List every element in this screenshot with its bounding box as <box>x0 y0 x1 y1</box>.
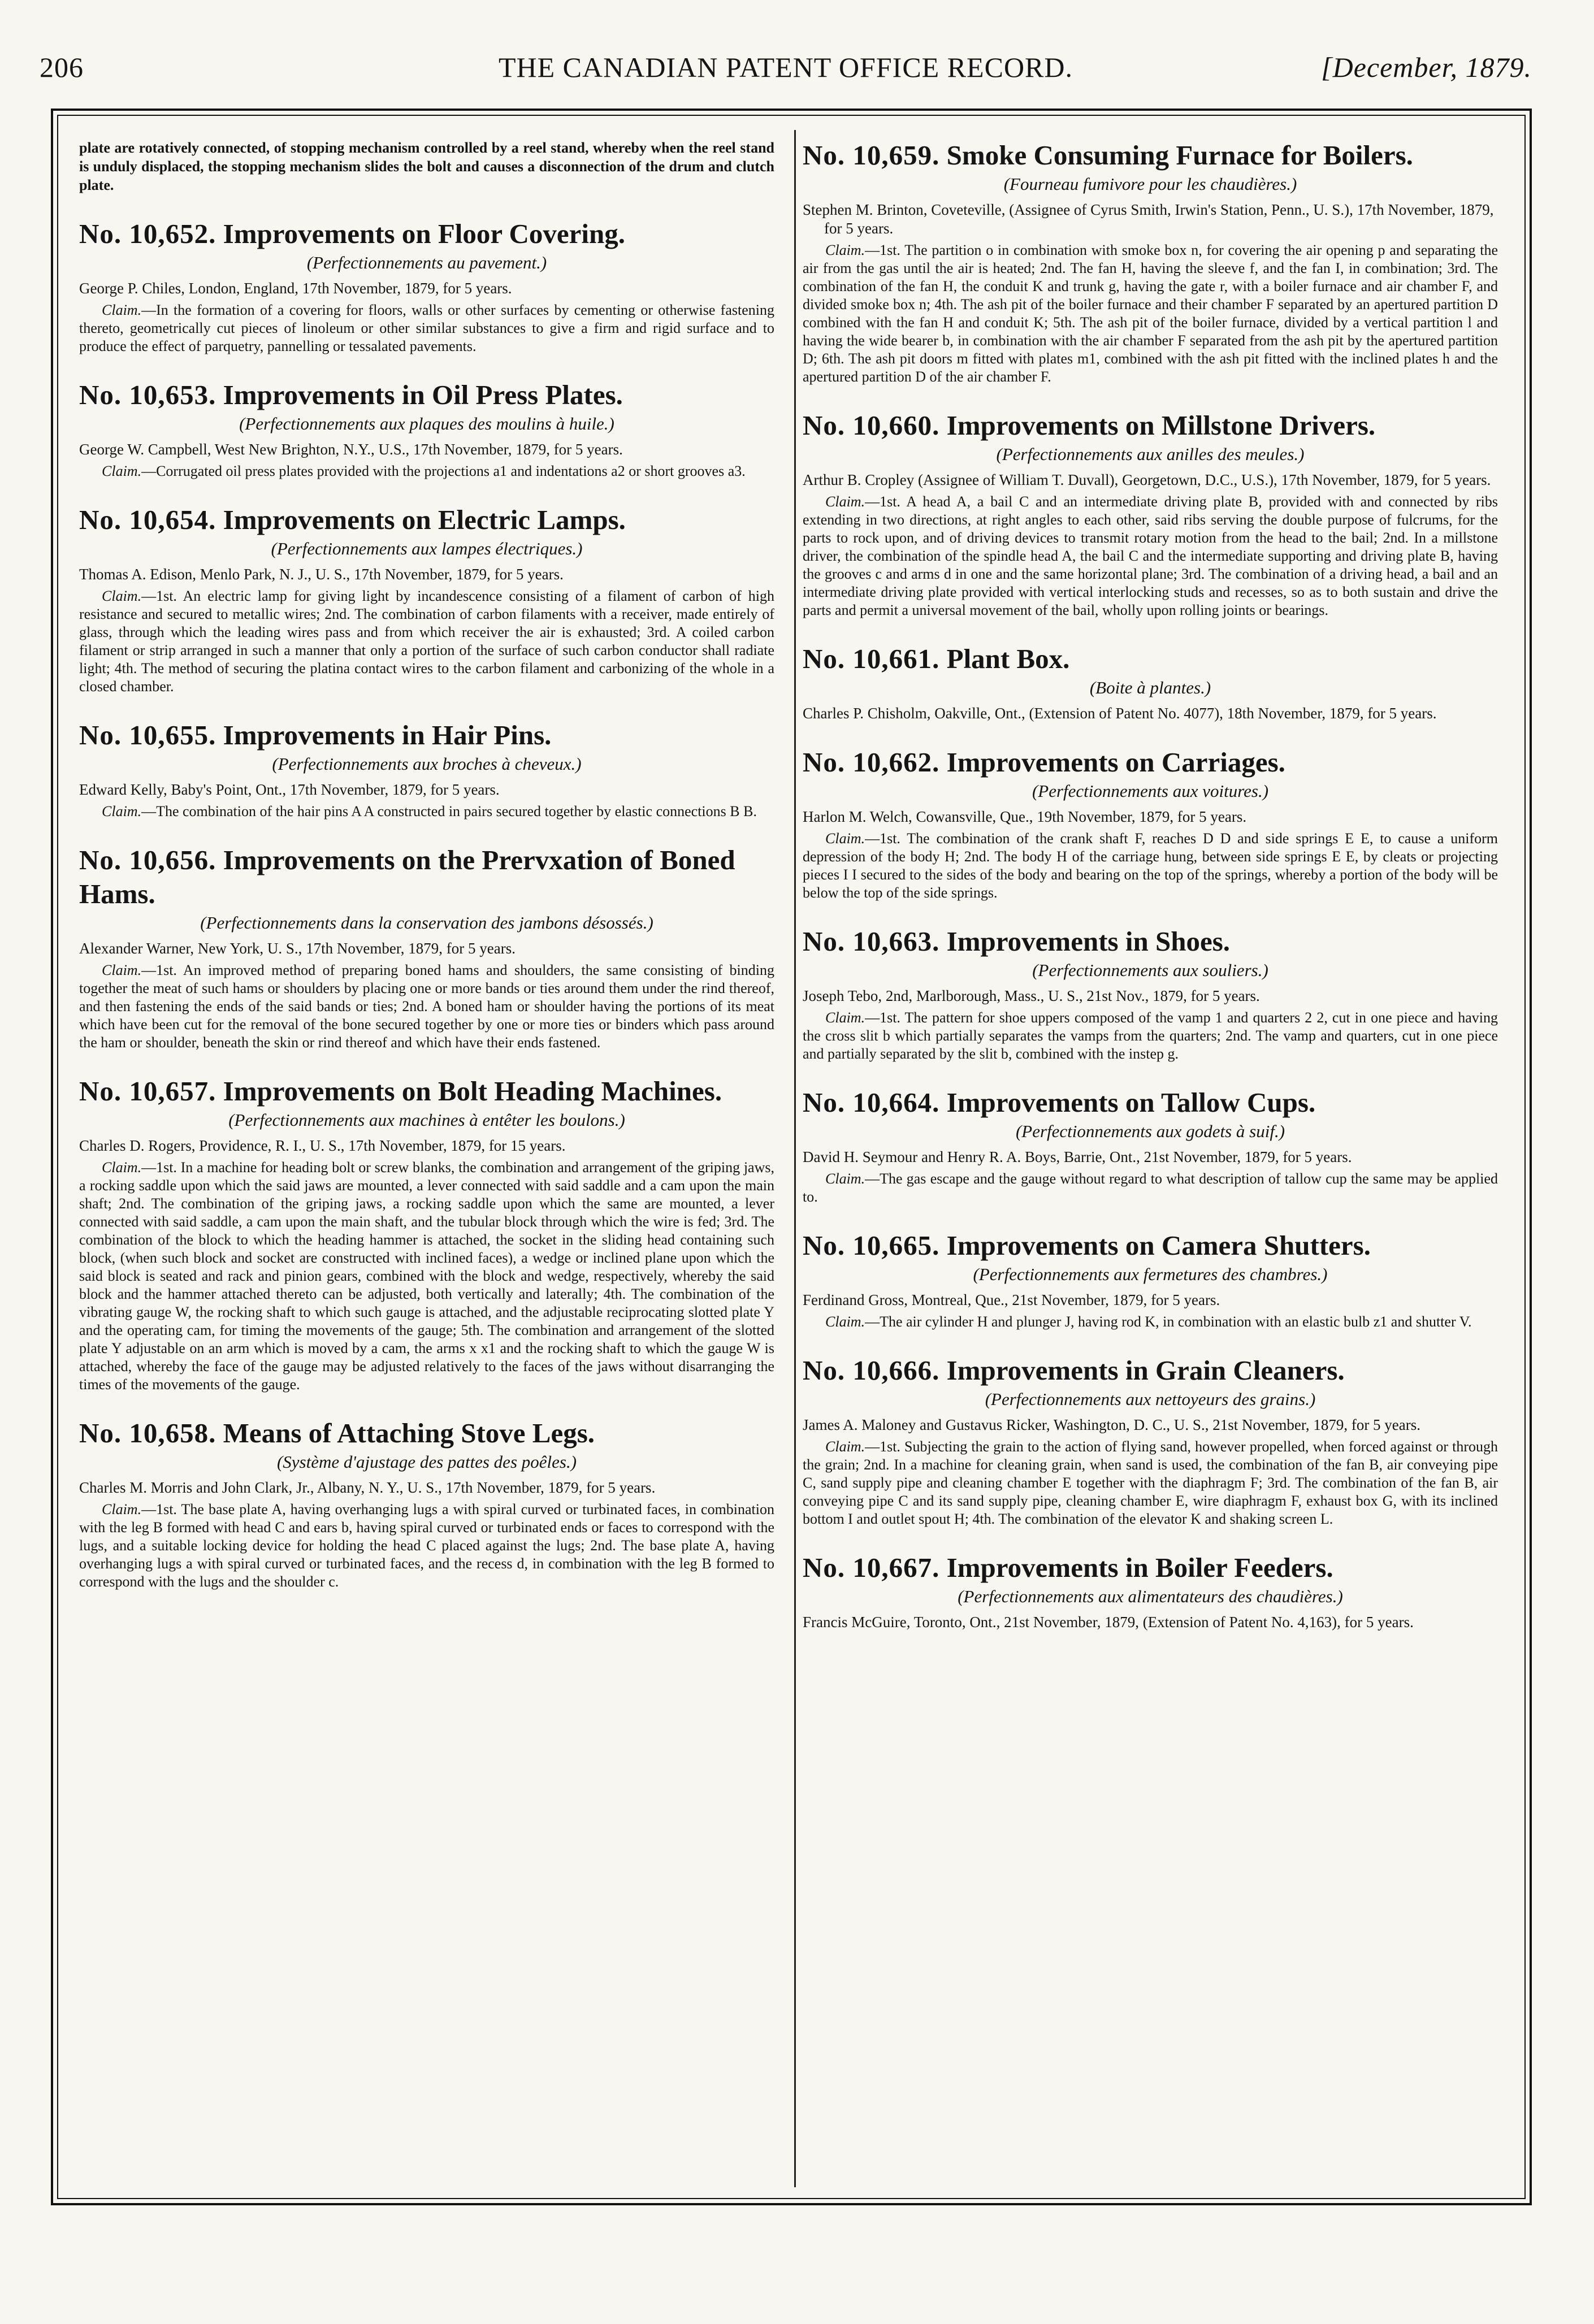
patent-number: No. 10,652. <box>79 218 216 249</box>
claim-text: Claim.—1st. In a machine for heading bolt or screw blanks, the combination and arrangement of the griping jaws, a rocking saddle upon which the said jaws are mounted, a lever connected with said saddle and a cam upon the main shaft; 2nd. The combination of the griping jaws, a rocking saddle upon which the same are mounted, a lever connected with said saddle, a cam upon the main shaft, and the tubular block through which the wire is fed; 3rd. The combination of the block to which the heading hammer is attached, the socket in the sliding head containing such block, (when such block and socket are constructed with inclined faces), a wedge or inclined plane upon which the said block is seated and rack and pinion gears, combined with the block and wedge, respectively, whereby the said block and the hammer attached thereto can be adjusted, both vertically and laterally; 4th. The combination of the vibrating gauge W, the rocking shaft to which such gauge is attached, and the adjustable reciprocating slotted plate Y and the operating cam, for timing the movements of the gauge; 5th. The combination and arrangement of the slotted plate Y adjustable on an arm which is moved by a cam, the arms x x1 and the rocking shaft to which the gauge W is attached, whereby the face of the gauge may be adjusted relatively to the faces of the jaws without disarranging the times of the movements of the gauge. <box>79 1159 774 1393</box>
patentee-line: Stephen M. Brinton, Coveteville, (Assignee of Cyrus Smith, Irwin's Station, Penn., U. S.), 17th November, 1879, for 5 years. <box>803 201 1494 237</box>
patentee-line: Thomas A. Edison, Menlo Park, N. J., U. S., 17th November, 1879, for 5 years. <box>79 566 564 583</box>
french-title: (Perfectionnements aux anilles des meules.) <box>996 444 1305 464</box>
patent-title: Improvements in Hair Pins. <box>223 719 552 751</box>
patent-entry <box>803 1229 1498 1331</box>
patent-number: No. 10,654. <box>79 504 216 535</box>
patent-heading <box>79 1074 774 1108</box>
patent-heading <box>79 217 774 251</box>
patent-heading <box>79 378 774 412</box>
claim-body: 1st. The pattern for shoe uppers composed of the vamp 1 and quarters 2 2, cut in one piece and having the cross slit b which partially separates the vamps from the quarters; 2nd. The vamp and quarters, cut in one piece and partially separated by the slit b, combined with the instep g. <box>803 1009 1498 1062</box>
patent-entry <box>79 503 774 696</box>
patent-title: Improvements in Boiler Feeders. <box>946 1552 1333 1583</box>
patent-heading <box>79 1416 774 1450</box>
patent-title: Improvements on Carriages. <box>946 747 1285 778</box>
claim-body: 1st. The base plate A, having overhanging lugs a with spiral curved or turbinated faces, in combination with the leg B formed with head C and ears b, having spiral curved or turbinated ends or faces to correspond with the lugs, and a suitable locking device for holding the head C placed against the lugs; 2nd. The base plate A, having overhanging lugs a with spiral curved or turbinated faces, and the recess d, in combination with the leg B formed to correspond with the lugs and the shoulder c. <box>79 1501 774 1590</box>
french-title: (Perfectionnements aux godets à suif.) <box>1015 1121 1285 1141</box>
patent-heading <box>803 642 1498 676</box>
patentee-line: James A. Maloney and Gustavus Ricker, Washington, D. C., U. S., 21st November, 1879, for 5 years. <box>803 1416 1421 1433</box>
patentee-line: George P. Chiles, London, England, 17th November, 1879, for 5 years. <box>79 280 512 297</box>
patent-title: Improvements on Electric Lamps. <box>223 504 626 535</box>
claim-text: Claim.—Corrugated oil press plates provided with the projections a1 and indentations a2 or short grooves a3. <box>102 463 746 479</box>
claim-body: 1st. An improved method of preparing boned hams and shoulders, the same consisting of binding together the meat of such hams or shoulders by placing one or more bands or ties around them under the rind thereof, and then fastening the ends of the said bands or ties; 2nd. A boned ham or shoulder having the portions of its meat which have been cut for the removal of the bone secured together by one or more ties or binders which pass around the ham or shoulder, beneath the skin or rind thereof and which have their ends fastened. <box>79 962 774 1051</box>
patent-entry <box>79 843 774 1052</box>
claim-body: Corrugated oil press plates provided with the projections a1 and indentations a2 or short grooves a3. <box>156 463 746 479</box>
claim-body: 1st. Subjecting the grain to the action of flying sand, however propelled, when forced against or through the grain; 2nd. In a machine for cleaning grain, when sand is used, the combination of the fan B, air conveying pipe C, sand supply pipe and cleaning chamber E together with the diaphragm F; 3rd. The combination of the fan B, air conveying pipe C and its sand supply pipe, cleaning chamber E, wire diaphragm F, exhaust box G, with its inclined bottom I and outlet spout H; 4th. The combination of the elevator K and shaking screen L. <box>803 1438 1498 1527</box>
patent-heading <box>803 745 1498 779</box>
french-title: (Système d'ajustage des pattes des poêles.) <box>276 1452 577 1472</box>
claim-text: Claim.—1st. The partition o in combination with smoke box n, for covering the air opening p and separating the air from the gas until the air is heated; 2nd. The fan H, having the sleeve f, and the fan I, in combination; 3rd. The combination of the fan H, the conduit K and trunk g, having the gate r, with a boiler furnace and air chamber F, and divided smoke box n; 4th. The ash pit of the boiler furnace and their chamber F separated by an apertured partition D combined with the fan H and conduit K; 5th. The ash pit of the boiler furnace, divided by a vertical partition l and having the wide bearer b, in combination with the air chamber F separated from the ash pit by the apertured partition D; 6th. The ash pit doors m fitted with plates m1, combined with the ash pit fitted with the inclined plates h and the apertured partition D of the air chamber F. <box>803 242 1498 385</box>
claim-body: 1st. The partition o in combination with smoke box n, for covering the air opening p and separating the air from the gas until the air is heated; 2nd. The fan H, having the sleeve f, and the fan I, in combination; 3rd. The combination of the fan H, the conduit K and trunk g, having the gate r, with a boiler furnace and air chamber F, and divided smoke box n; 4th. The ash pit of the boiler furnace and their chamber F separated by an apertured partition D combined with the fan H and conduit K; 5th. The ash pit of the boiler furnace, divided by a vertical partition l and having the wide bearer b, in combination with the air chamber F separated from the ash pit by the apertured partition D; 6th. The ash pit doors m fitted with plates m1, combined with the ash pit fitted with the inclined plates h and the apertured partition D of the air chamber F. <box>803 242 1498 385</box>
claim-body: The combination of the hair pins A A constructed in pairs secured together by elastic connections B B. <box>156 803 757 820</box>
patent-title: Improvements on Bolt Heading Machines. <box>223 1076 722 1107</box>
claim-text: Claim.—1st. The pattern for shoe uppers composed of the vamp 1 and quarters 2 2, cut in one piece and having the cross slit b which partially separates the vamps from the quarters; 2nd. The vamp and quarters, cut in one piece and partially separated by the slit b, combined with the instep g. <box>803 1009 1498 1062</box>
patent-title: Improvements in Grain Cleaners. <box>946 1355 1345 1386</box>
claim-body: The gas escape and the gauge without regard to what description of tallow cup the same may be applied to. <box>803 1170 1498 1205</box>
claim-text: Claim.—The combination of the hair pins A A constructed in pairs secured together by elastic connections B B. <box>102 803 757 820</box>
claim-body: 1st. The combination of the crank shaft F, reaches D D and side springs E E, to cause a uniform depression of the body H; 2nd. The body H of the carriage hung, between side springs E E, by cleats or projecting pieces I I secured to the sides of the body and bearing on the top of the springs, whereby a portion of the body will be below the top of the side springs. <box>803 830 1498 901</box>
patent-entry <box>79 1416 774 1591</box>
patent-number: No. 10,657. <box>79 1076 216 1107</box>
patent-entry <box>803 642 1498 723</box>
publication-title: THE CANADIAN PATENT OFFICE RECORD. <box>498 51 1073 83</box>
french-title: (Perfectionnements aux plaques des moulins à huile.) <box>239 414 614 433</box>
patent-entry <box>803 138 1498 386</box>
claim-label: Claim. <box>102 463 142 479</box>
patent-heading <box>803 1354 1498 1388</box>
french-title: (Perfectionnements au pavement.) <box>306 253 547 272</box>
patentee-line: Ferdinand Gross, Montreal, Que., 21st November, 1879, for 5 years. <box>803 1291 1220 1308</box>
patentee-line: Charles D. Rogers, Providence, R. I., U. S., 17th November, 1879, for 15 years. <box>79 1137 566 1154</box>
claim-text: Claim.—1st. The base plate A, having overhanging lugs a with spiral curved or turbinated faces, in combination with the leg B formed with head C and ears b, having spiral curved or turbinated ends or faces to correspond with the lugs, and a suitable locking device for holding the head C placed against the lugs; 2nd. The base plate A, having overhanging lugs a with spiral curved or turbinated faces, and the recess d, in combination with the leg B formed to correspond with the lugs and the shoulder c. <box>79 1501 774 1590</box>
claim-body: 1st. In a machine for heading bolt or screw blanks, the combination and arrangement of the griping jaws, a rocking saddle upon which the said jaws are mounted, a lever connected with said saddle and a cam upon the main shaft; 2nd. The combination of the griping jaws, a rocking saddle upon which the same are mounted, a lever connected with said saddle, a cam upon the main shaft, and the tubular block through which the wire is fed; 3rd. The combination of the block to which the heading hammer is attached, the socket in the sliding head containing such block, (when such block and socket are constructed with inclined faces), a wedge or inclined plane upon which the said block is seated and rack and pinion gears, combined with the block and wedge, respectively, whereby the said block and the hammer attached thereto can be adjusted, both vertically and laterally; 4th. The combination of the vibrating gauge W, the rocking shaft to which such gauge is attached, and the adjustable reciprocating slotted plate Y and the operating cam, for timing the movements of the gauge; 5th. The combination and arrangement of the slotted plate Y adjustable on an arm which is moved by a cam, the arms x x1 and the rocking shaft to which the gauge W is attached, whereby the face of the gauge may be adjusted relatively to the faces of the jaws without disarranging the times of the movements of the gauge. <box>79 1159 774 1393</box>
patent-number: No. 10,655. <box>79 719 216 751</box>
patent-title: Improvements on Camera Shutters. <box>946 1230 1371 1261</box>
patent-heading <box>79 718 774 752</box>
french-title: (Perfectionnements aux lampes électriques.) <box>271 539 583 558</box>
patentee-line: David H. Seymour and Henry R. A. Boys, Barrie, Ont., 21st November, 1879, for 5 years. <box>803 1148 1352 1165</box>
patentee-line: Charles M. Morris and John Clark, Jr., Albany, N. Y., U. S., 17th November, 1879, for 5 years. <box>79 1479 656 1496</box>
claim-label: Claim. <box>102 302 142 318</box>
patent-number: No. 10,666. <box>803 1355 940 1386</box>
patent-number: No. 10,660. <box>803 410 940 441</box>
french-title: (Perfectionnements aux alimentateurs des chaudières.) <box>958 1586 1343 1606</box>
claim-label: Claim. <box>825 1009 865 1026</box>
french-title: (Boite à plantes.) <box>1089 678 1211 697</box>
patent-number: No. 10,653. <box>79 379 216 410</box>
french-title: (Perfectionnements dans la conservation des jambons désossés.) <box>200 913 653 933</box>
patent-entry <box>79 378 774 480</box>
page-number: 206 <box>40 51 84 83</box>
claim-label: Claim. <box>825 242 865 258</box>
claim-body: In the formation of a covering for floors, walls or other surfaces by cementing or otherwise fastening thereto, geometrically cut pieces of linoleum or other similar substances to give a firm and rigid surface and to produce the effect of parquetry, pannelling or tessalated pavements. <box>79 302 774 354</box>
french-title: (Perfectionnements aux machines à entêter les boulons.) <box>228 1110 625 1130</box>
patent-entry <box>79 718 774 821</box>
french-title: (Perfectionnements aux souliers.) <box>1032 960 1268 980</box>
patent-number: No. 10,663. <box>803 926 940 957</box>
issue-date: [December, 1879. <box>1321 51 1532 83</box>
patentee-line: George W. Campbell, West New Brighton, N.Y., U.S., 17th November, 1879, for 5 years. <box>79 441 623 458</box>
running-header <box>40 51 1532 85</box>
claim-body: 1st. An electric lamp for giving light by incandescence consisting of a filament of carbon of high resistance and secured to metallic wires; 2nd. The combination of carbon filaments with a receiver, made entirely of glass, through which the leading wires pass and from which receiver the air is exhausted; 3rd. A coiled carbon filament or strip arranged in such a manner that only a portion of the surface of such carbon conductor shall radiate light; 4th. The method of securing the platina contact wires to the carbon filament and carbonizing of the whole in a closed chamber. <box>79 588 774 695</box>
claim-text: Claim.—1st. An electric lamp for giving light by incandescence consisting of a filament of carbon of high resistance and secured to metallic wires; 2nd. The combination of carbon filaments with a receiver, made entirely of glass, through which the leading wires pass and from which receiver the air is exhausted; 3rd. A coiled carbon filament or strip arranged in such a manner that only a portion of the surface of such carbon conductor shall radiate light; 4th. The method of securing the platina contact wires to the carbon filament and carbonizing of the whole in a closed chamber. <box>79 588 774 695</box>
patent-entry <box>79 217 774 355</box>
patent-heading <box>803 1086 1498 1120</box>
patent-entry <box>803 925 1498 1063</box>
french-title: (Perfectionnements aux voitures.) <box>1032 781 1269 801</box>
french-title: (Perfectionnements aux broches à cheveux.) <box>272 754 582 774</box>
claim-label: Claim. <box>102 962 142 978</box>
patent-heading <box>803 1551 1498 1585</box>
column-divider <box>794 130 796 2187</box>
patent-title: Improvements on Tallow Cups. <box>946 1087 1316 1118</box>
claim-label: Claim. <box>102 1159 142 1176</box>
patent-entry <box>803 745 1498 902</box>
continuation-paragraph: plate are rotatively connected, of stopping mechanism controlled by a reel stand, whereby when the reel stand is unduly displaced, the stopping mechanism slides the bolt and causes a disconnection of the drum and clutch plate. <box>79 140 774 193</box>
patent-title: Improvements on the Prervxation of Boned Hams. <box>79 844 735 909</box>
claim-label: Claim. <box>102 1501 142 1517</box>
patent-number: No. 10,656. <box>79 844 216 875</box>
claim-label: Claim. <box>825 1313 865 1330</box>
patent-heading <box>803 409 1498 443</box>
claim-text: Claim.—The air cylinder H and plunger J, having rod K, in combination with an elastic bulb z1 and shutter V. <box>825 1313 1472 1330</box>
patent-number: No. 10,661. <box>803 643 940 674</box>
patent-number: No. 10,658. <box>79 1417 216 1449</box>
claim-label: Claim. <box>825 830 865 847</box>
patentee-line: Francis McGuire, Toronto, Ont., 21st November, 1879, (Extension of Patent No. 4,163), for 5 years. <box>803 1614 1414 1631</box>
patent-title: Smoke Consuming Furnace for Boilers. <box>946 140 1413 171</box>
patentee-line: Alexander Warner, New York, U. S., 17th November, 1879, for 5 years. <box>79 940 516 957</box>
patent-entry <box>79 1074 774 1394</box>
french-title: (Perfectionnements aux nettoyeurs des grains.) <box>985 1389 1316 1409</box>
french-title: (Fourneau fumivore pour les chaudières.) <box>1003 174 1297 194</box>
right-column <box>803 138 1498 2184</box>
claim-label: Claim. <box>825 493 865 510</box>
claim-text: Claim.—1st. An improved method of preparing boned hams and shoulders, the same consisting of binding together the meat of such hams or shoulders by placing one or more bands or ties around them under the rind thereof, and then fastening the ends of the said bands or ties; 2nd. A boned ham or shoulder having the portions of its meat which have been cut for the removal of the bone secured together by one or more ties or binders which pass around the ham or shoulder, beneath the skin or rind thereof and which have their ends fastened. <box>79 962 774 1051</box>
patentee-line: Joseph Tebo, 2nd, Marlborough, Mass., U. S., 21st Nov., 1879, for 5 years. <box>803 987 1260 1004</box>
patentee-line: Edward Kelly, Baby's Point, Ont., 17th November, 1879, for 5 years. <box>79 781 500 798</box>
claim-text: Claim.—1st. The combination of the crank shaft F, reaches D D and side springs E E, to cause a uniform depression of the body H; 2nd. The body H of the carriage hung, between side springs E E, by cleats or projecting pieces I I secured to the sides of the body and bearing on the top of the springs, whereby a portion of the body will be below the top of the side springs. <box>803 830 1498 901</box>
claim-label: Claim. <box>102 803 142 820</box>
patent-heading <box>79 503 774 537</box>
patent-title: Means of Attaching Stove Legs. <box>223 1417 595 1449</box>
patent-title: Improvements on Millstone Drivers. <box>946 410 1376 441</box>
claim-label: Claim. <box>825 1170 865 1187</box>
claim-body: 1st. A head A, a bail C and an intermediate driving plate B, provided with and connected by ribs extending in two directions, at right angles to each other, said ribs serving the double purpose of fulcrums, for the parts to rock upon, and of driving devices to transmit rotary motion from the head to the bail; 2nd. In a millstone driver, the combination of the spindle head A, the bail C and the intermediate supporting and driving plate B, having the grooves c and arms d in one and the same horizontal plane; 3rd. The combination of a driving head, a bail and an intermediate driving plate provided with vertical interlocking studs and recesses, so as to both sustain and drive the parts and permit a universal movement of the bail, wholly upon rolling joints or bearings. <box>803 493 1498 618</box>
patent-title: Improvements on Floor Covering. <box>223 218 626 249</box>
claim-text: Claim.—In the formation of a covering for floors, walls or other surfaces by cementing or otherwise fastening thereto, geometrically cut pieces of linoleum or other similar substances to give a firm and rigid surface and to produce the effect of parquetry, pannelling or tessalated pavements. <box>79 302 774 354</box>
patentee-line: Harlon M. Welch, Cowansville, Que., 19th November, 1879, for 5 years. <box>803 808 1247 825</box>
patentee-line: Arthur B. Cropley (Assignee of William T. Duvall), Georgetown, D.C., U.S.), 17th November, 1879, for 5 years. <box>803 471 1491 488</box>
claim-label: Claim. <box>825 1438 865 1455</box>
patent-number: No. 10,667. <box>803 1552 940 1583</box>
french-title: (Perfectionnements aux fermetures des chambres.) <box>973 1264 1328 1284</box>
patent-number: No. 10,665. <box>803 1230 940 1261</box>
claim-text: Claim.—The gas escape and the gauge without regard to what description of tallow cup the same may be applied to. <box>803 1170 1498 1205</box>
patent-number: No. 10,659. <box>803 140 940 171</box>
patent-title: Improvements in Oil Press Plates. <box>223 379 623 410</box>
patent-heading <box>803 925 1498 959</box>
patent-entry <box>803 1354 1498 1528</box>
patent-heading <box>79 843 774 911</box>
claim-label: Claim. <box>102 588 142 604</box>
patent-number: No. 10,664. <box>803 1087 940 1118</box>
patentee-line: Charles P. Chisholm, Oakville, Ont., (Extension of Patent No. 4077), 18th November, 1879, for 5 years. <box>803 705 1437 722</box>
claim-body: The air cylinder H and plunger J, having rod K, in combination with an elastic bulb z1 and shutter V. <box>880 1313 1472 1330</box>
patent-heading <box>803 138 1498 172</box>
patent-heading <box>803 1229 1498 1263</box>
patent-entry <box>803 409 1498 619</box>
claim-text: Claim.—1st. Subjecting the grain to the action of flying sand, however propelled, when forced against or through the grain; 2nd. In a machine for cleaning grain, when sand is used, the combination of the fan B, air conveying pipe C, sand supply pipe and cleaning chamber E together with the diaphragm F; 3rd. The combination of the fan B, air conveying pipe C and its sand supply pipe, cleaning chamber E, wire diaphragm F, exhaust box G, with its inclined bottom I and outlet spout H; 4th. The combination of the elevator K and shaking screen L. <box>803 1438 1498 1527</box>
patent-entry <box>803 1086 1498 1206</box>
left-column <box>79 138 774 2184</box>
claim-text: Claim.—1st. A head A, a bail C and an intermediate driving plate B, provided with and connected by ribs extending in two directions, at right angles to each other, said ribs serving the double purpose of fulcrums, for the parts to rock upon, and of driving devices to transmit rotary motion from the head to the bail; 2nd. In a millstone driver, the combination of the spindle head A, the bail C and the intermediate supporting and driving plate B, having the grooves c and arms d in one and the same horizontal plane; 3rd. The combination of a driving head, a bail and an intermediate driving plate provided with vertical interlocking studs and recesses, so as to both sustain and drive the parts and permit a universal movement of the bail, wholly upon rolling joints or bearings. <box>803 493 1498 618</box>
patent-title: Plant Box. <box>946 643 1070 674</box>
patent-entry <box>803 1551 1498 1632</box>
patent-title: Improvements in Shoes. <box>946 926 1231 957</box>
patent-number: No. 10,662. <box>803 747 940 778</box>
